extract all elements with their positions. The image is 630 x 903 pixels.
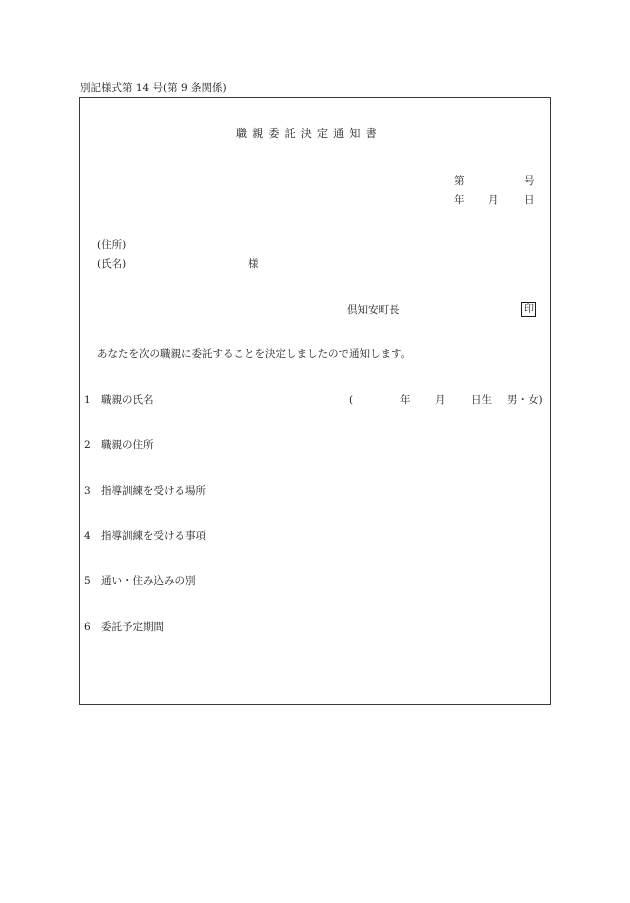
gender-choice-label: 男・女) — [507, 394, 543, 406]
item-number: 3 — [84, 485, 91, 497]
document-number-suffix: 号 — [524, 175, 535, 187]
issuer-title: 倶知安町長 — [347, 304, 400, 316]
item-label-caretaker-address: 職親の住所 — [101, 439, 154, 451]
recipient-honorific: 様 — [248, 258, 259, 270]
document-title: 職親委託決定通知書 — [236, 127, 382, 140]
date-day-label: 日 — [524, 194, 535, 206]
item-number: 5 — [84, 575, 91, 587]
recipient-name-label: (氏名) — [97, 258, 127, 270]
item-number: 1 — [84, 394, 91, 406]
birth-month-label: 月 — [435, 394, 446, 406]
date-month-label: 月 — [488, 194, 499, 206]
notice-body-text: あなたを次の職親に委託することを決定しましたので通知します。 — [97, 348, 412, 360]
item-number: 2 — [84, 439, 91, 451]
seal-mark: 印 — [521, 302, 536, 317]
birth-open-paren: ( — [349, 394, 354, 406]
item-label-commute-or-live-in: 通い・住み込みの別 — [101, 575, 196, 587]
form-number-label: 別記様式第 14 号(第 9 条関係) — [80, 82, 227, 94]
item-label-training-matters: 指導訓練を受ける事項 — [101, 530, 206, 542]
recipient-address-label: (住所) — [97, 239, 127, 251]
item-number: 4 — [84, 530, 91, 542]
item-number: 6 — [84, 621, 91, 633]
item-label-entrustment-period: 委託予定期間 — [101, 621, 164, 633]
date-year-label: 年 — [454, 194, 465, 206]
item-label-caretaker-name: 職親の氏名 — [101, 394, 154, 406]
birth-day-label: 日生 — [471, 394, 492, 406]
item-label-training-place: 指導訓練を受ける場所 — [101, 485, 206, 497]
document-number-prefix: 第 — [454, 175, 465, 187]
birth-year-label: 年 — [400, 394, 411, 406]
